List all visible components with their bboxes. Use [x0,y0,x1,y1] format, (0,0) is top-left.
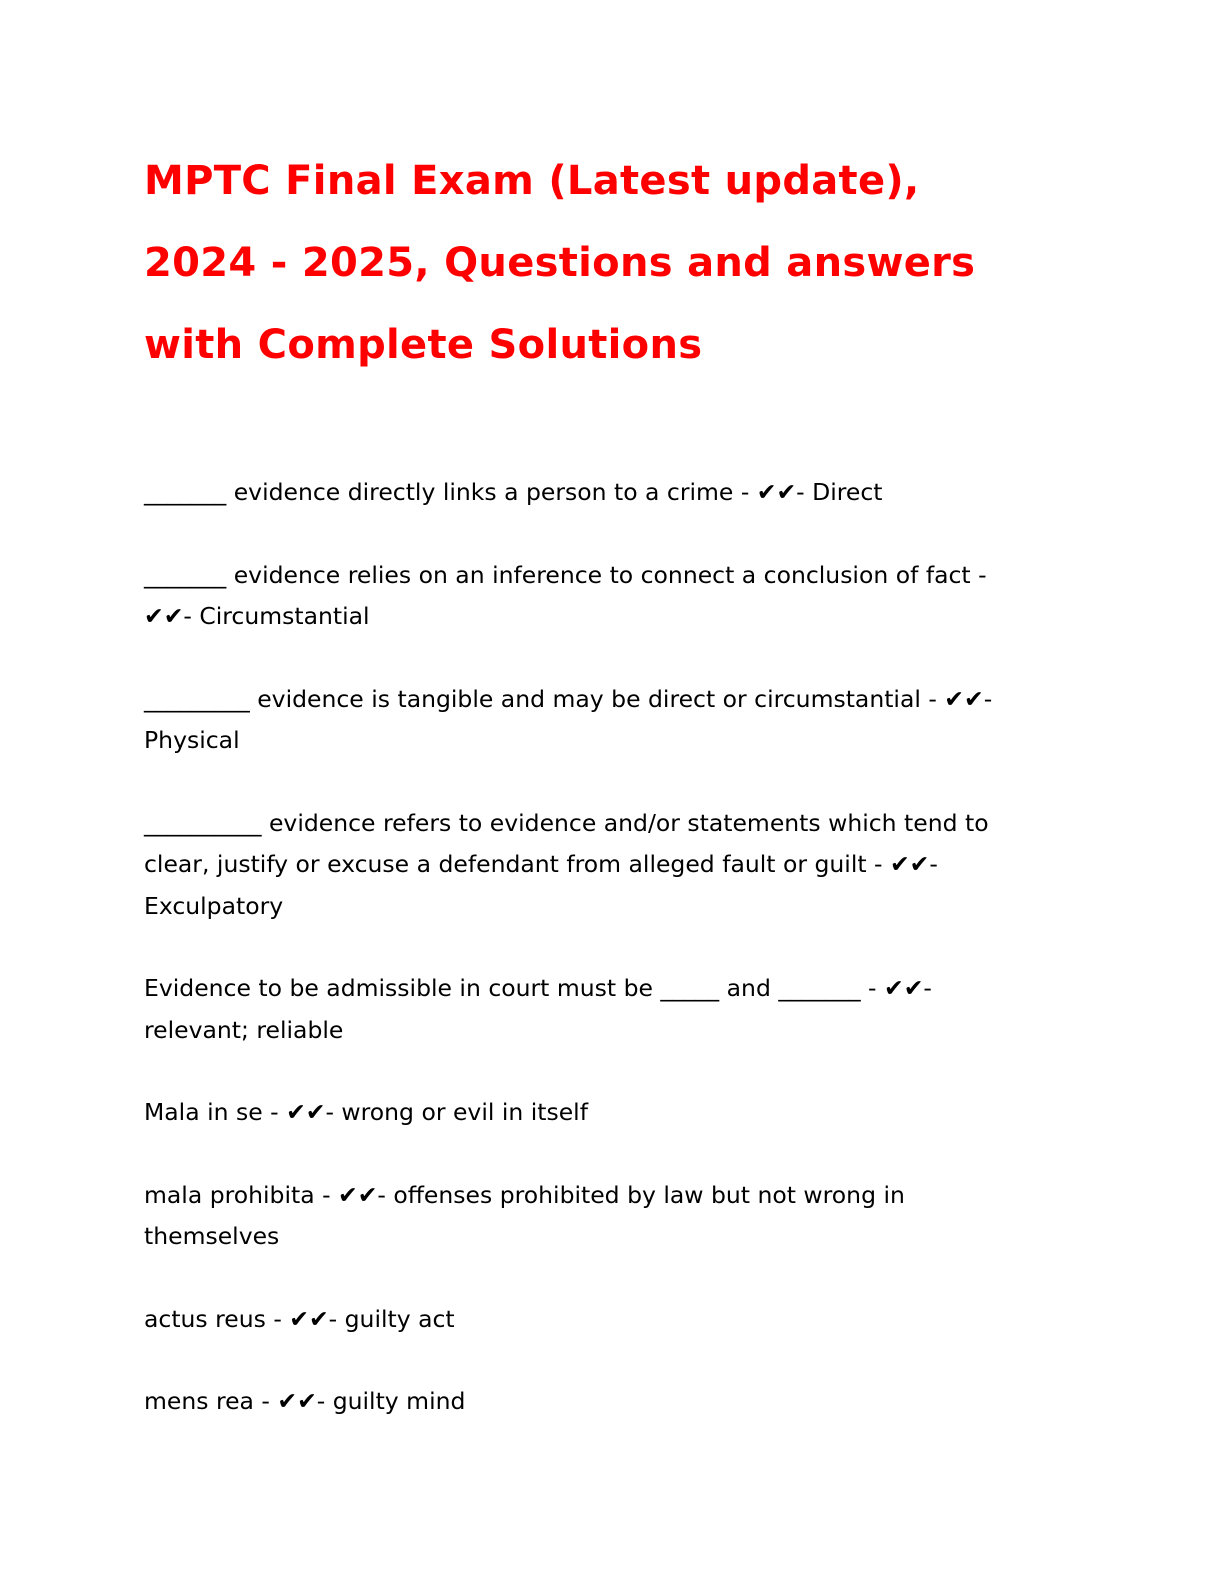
qa-item-mens-rea [144,1381,1064,1423]
qa-item-actus-reus [144,1299,1064,1341]
qa-item-mala-in-se [144,1092,1064,1134]
qa-text-line: actus reus - ✔✔- guilty act [144,1304,455,1333]
qa-text-line: Physical [144,726,240,754]
title-line-3: with Complete Solutions [144,322,703,368]
qa-item-direct-evidence [144,472,1064,514]
document-title [144,140,1084,386]
qa-text-line: themselves [144,1222,280,1250]
qa-item-admissible-evidence [144,968,1064,1051]
qa-item-physical-evidence [144,679,1064,762]
qa-text-line: Mala in se - ✔✔- wrong or evil in itself [144,1098,588,1126]
qa-text-line: mens rea - ✔✔- guilty mind [144,1387,466,1415]
qa-text-line: Exculpatory [144,891,284,920]
qa-text-line: __________ evidence refers to evidence and/or statements which tend to [144,808,989,837]
qa-item-exculpatory-evidence [144,803,1064,928]
qa-text-line: _________ evidence is tangible and may be direct or circumstantial - ✔✔- [144,684,993,713]
qa-text-line: clear, justify or excuse a defendant from alleged fault or guilt - ✔✔- [144,850,938,878]
qa-text-line: Evidence to be admissible in court must be _____ and _______ - ✔✔- [144,974,932,1002]
qa-text-line: relevant; reliable [144,1015,344,1044]
qa-text-line: ✔✔- Circumstantial [144,602,370,630]
title-line-1: MPTC Final Exam (Latest update), [144,158,920,204]
qa-text-line: mala prohibita - ✔✔- offenses prohibited by law but not wrong in [144,1180,905,1209]
qa-item-circumstantial-evidence [144,555,1064,638]
qa-text-line: _______ evidence directly links a person to a crime - ✔✔- Direct [144,478,883,506]
qa-text-line: _______ evidence relies on an inference to connect a conclusion of fact - [144,560,987,589]
title-line-2: 2024 - 2025, Questions and answers [144,240,976,286]
qa-list [144,472,1064,1464]
qa-item-mala-prohibita [144,1175,1064,1258]
